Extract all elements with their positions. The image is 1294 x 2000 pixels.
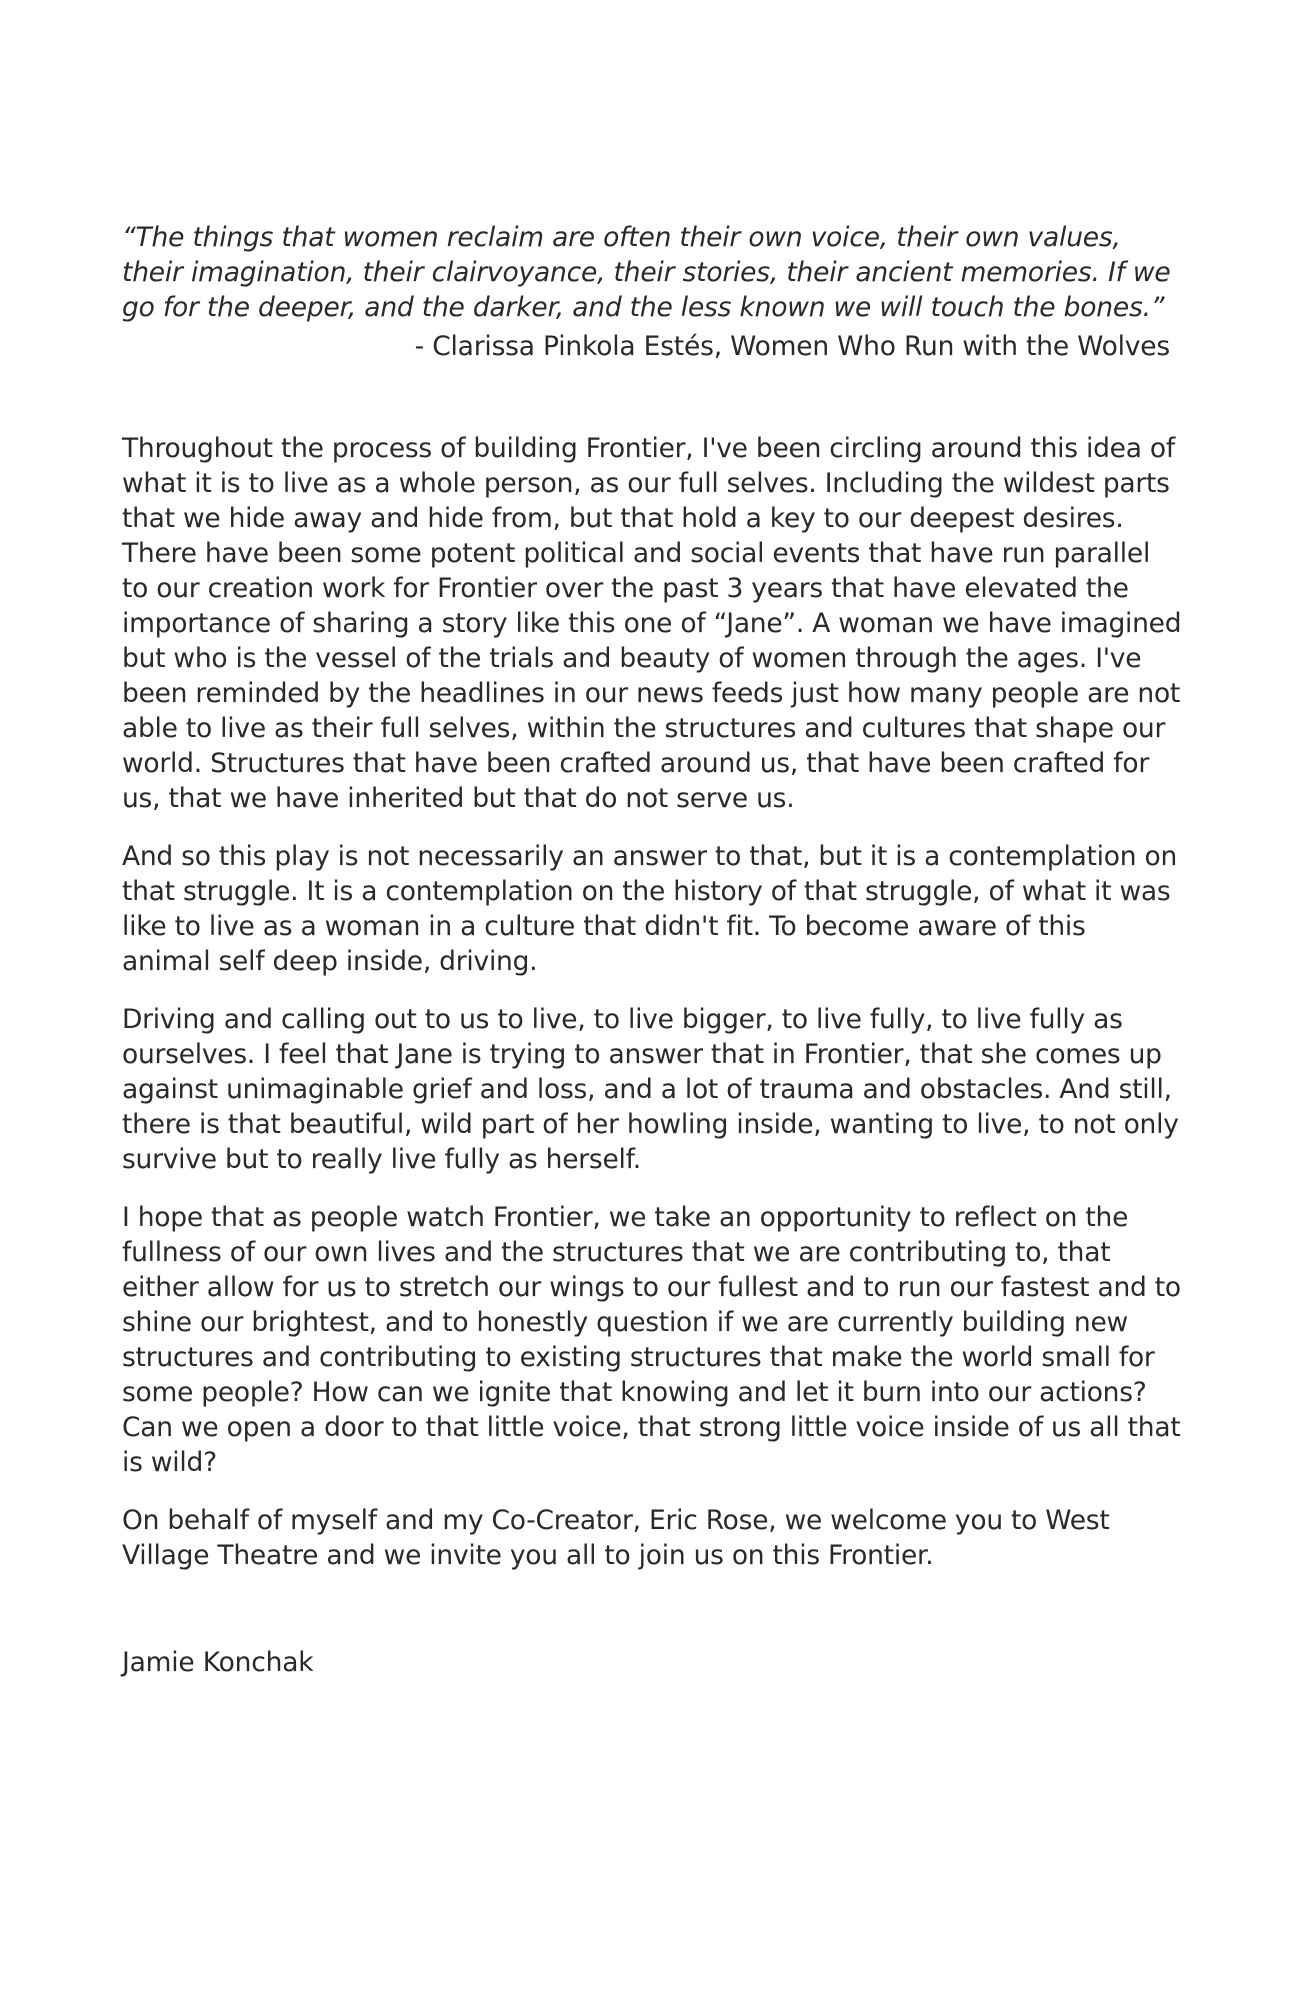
body-paragraph: Driving and calling out to us to live, to live bigger, to live fully, to live fully as ourselves. I feel that Jane is trying to answer that in Frontier, that she comes up against unimaginable grief and loss, and a lot of trauma and obstacles. And still, there is that beautiful, wild part of her howling inside, wanting to live, to not only survive but to really live fully as herself. — [122, 1004, 1179, 1175]
document-page — [122, 220, 1182, 1680]
body-paragraph: And so this play is not necessarily an answer to that, but it is a contemplation on that struggle. It is a contemplation on the history of that struggle, of what it was like to live as a woman in a culture that didn't fit. To become aware of this animal self deep inside, driving. — [122, 841, 1177, 977]
body-paragraph: On behalf of myself and my Co-Creator, Eric Rose, we welcome you to West Village Theatre and we invite you all to join us on this Frontier. — [122, 1505, 1110, 1571]
letter-body — [122, 431, 1182, 1573]
body-paragraph: Throughout the process of building Frontier, I've been circling around this idea of what it is to live as a whole person, as our full selves. Including the wildest parts that we hide away and hide from, but that hold a key to our deepest desires. There have been some potent political and social events that have run parallel to our creation work for Frontier over the past 3 years that have elevated the importance of sharing a story like this one of “Jane”. A woman we have imagined but who is the vessel of the trials and beauty of women through the ages. I've been reminded by the headlines in our news feeds just how many people are not able to live as their full selves, within the structures and cultures that shape our world. Structures that have been crafted around us, that have been crafted for us, that we have inherited but that do not serve us. — [122, 433, 1182, 814]
epigraph-quote: “The things that women reclaim are often their own voice, their own values, their imagination, their clairvoyance, their stories, their ancient memories. If we go for the deeper, and the darker, and the less known we will touch the bones.” — [122, 222, 1171, 323]
body-paragraph: I hope that as people watch Frontier, we take an opportunity to reflect on the fullness of our own lives and the structures that we are contributing to, that either allow for us to stretch our wings to our fullest and to run our fastest and to shine our brightest, and to honestly question if we are currently building new structures and contributing to existing structures that make the world small for some people? How can we ignite that knowing and let it burn into our actions? Can we open a door to that little voice, that strong little voice inside of us all that is wild? — [122, 1202, 1181, 1478]
author-signature: Jamie Konchak — [122, 1647, 314, 1678]
epigraph-attribution: - Clarissa Pinkola Estés, Women Who Run with the Wolves — [414, 331, 1170, 362]
